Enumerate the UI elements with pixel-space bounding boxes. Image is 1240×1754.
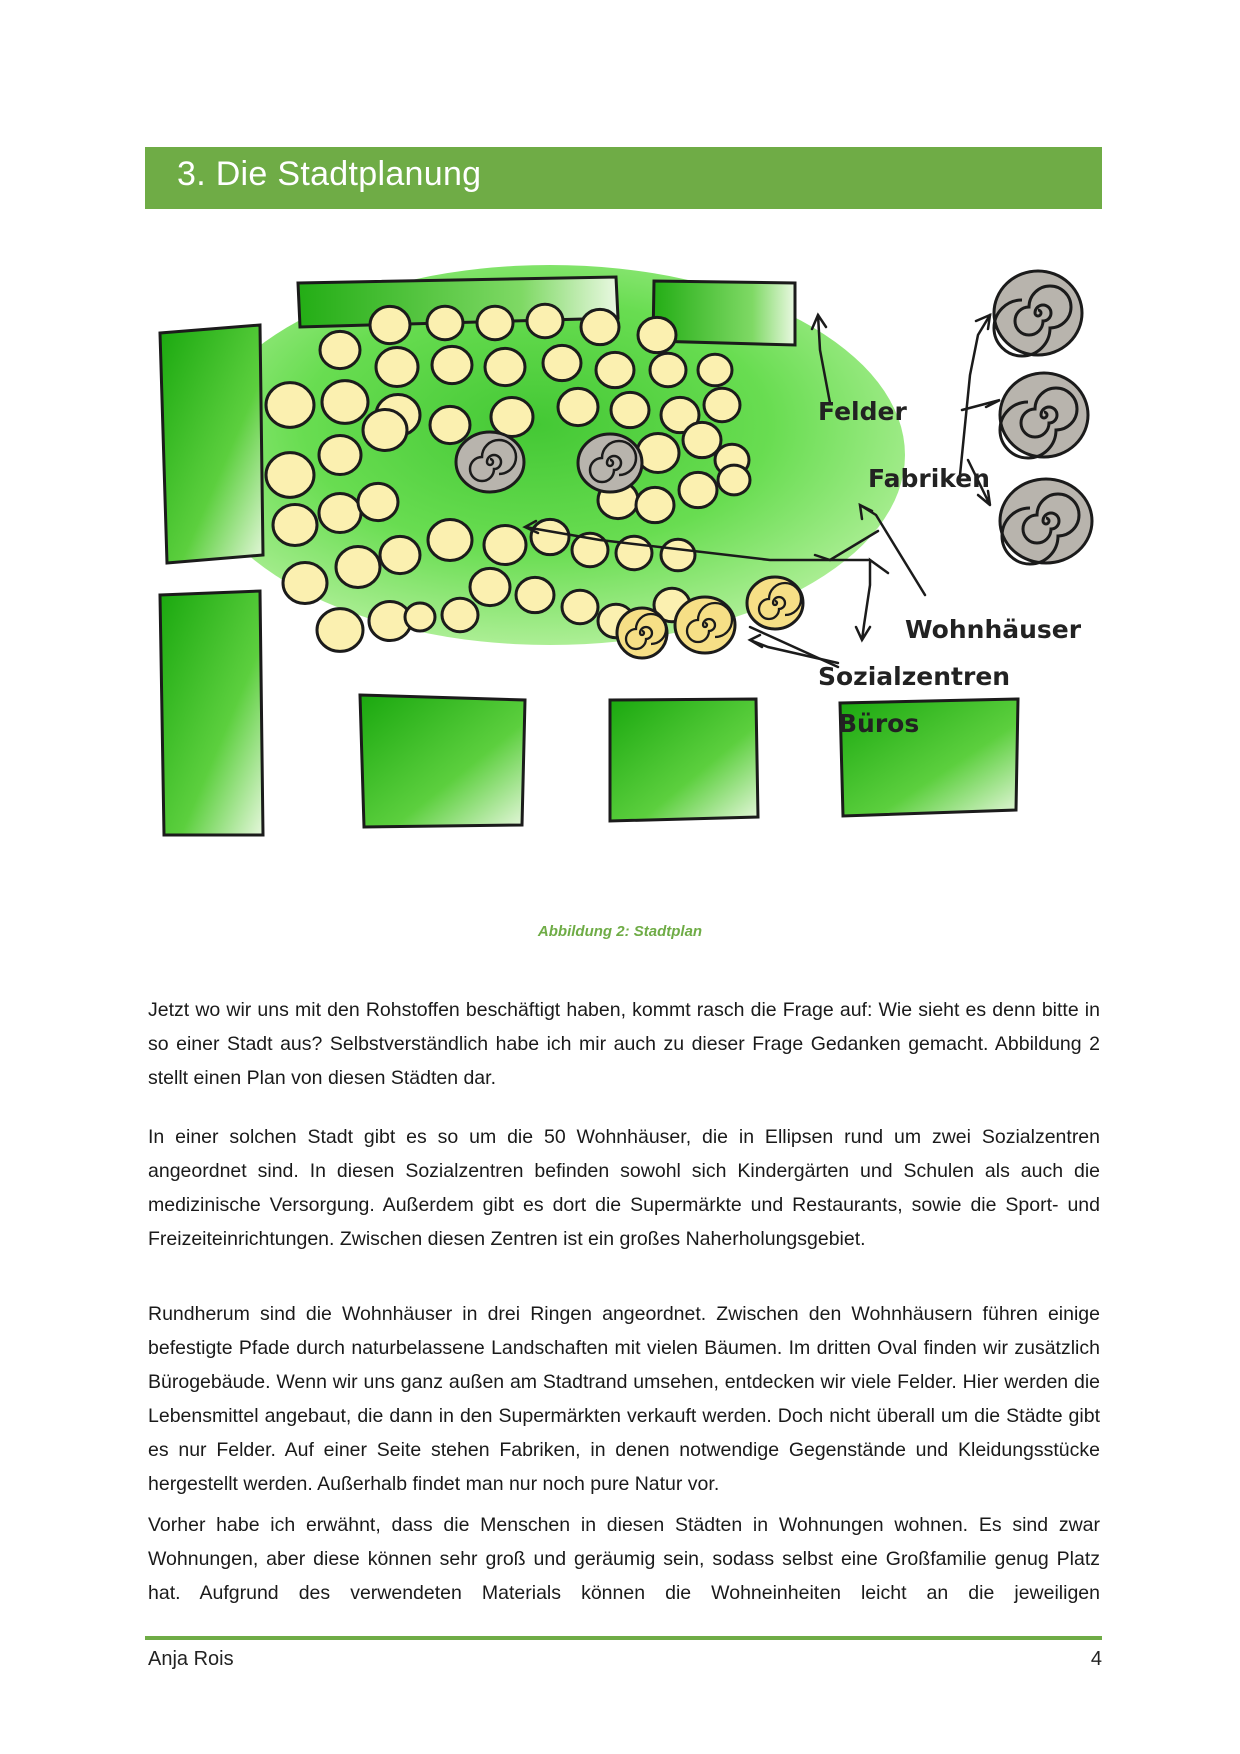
figure-caption: Abbildung 2: Stadtplan: [537, 923, 703, 940]
field: [360, 695, 525, 827]
label-fields: Felder: [818, 397, 907, 426]
house: [679, 472, 717, 507]
city-plan-figure: [150, 255, 1100, 885]
house: [516, 577, 554, 612]
footer-author: Anja Rois: [148, 1648, 234, 1670]
label-offices: Büros: [838, 709, 920, 738]
house: [581, 309, 619, 344]
field: [610, 699, 758, 821]
house: [683, 422, 721, 457]
footer-divider: [145, 1636, 1102, 1640]
paragraph-3: Rundherum sind die Wohnhäuser in drei Ringen angeordnet. Zwischen den Wohnhäusern führen einige befestigte Pfade durch naturbelassene Landschaften mit vielen Bäumen. Im dritten Oval finden wir zusätzlich Bürogebäude. Wenn wir uns ganz außen am Stadtrand umsehen, entdecken wir viele Felder. Hier werden die Lebensmittel angebaut, die dann in den Supermärkten verkauft werden. Doch nicht überall um die Städte gibt es nur Felder. Auf einer Seite stehen Fabriken, in denen notwendige Gegenstände und Kleidungsstücke hergestellt werden. Außerhalb findet man nur noch pure Natur vor.: [148, 1303, 1100, 1495]
house: [319, 435, 361, 474]
house: [370, 306, 410, 343]
house: [432, 346, 472, 383]
house: [661, 539, 695, 571]
paragraph-2: In einer solchen Stadt gibt es so um die 50 Wohnhäuser, die in Ellipsen rund um zwei Sozialzentren angeordnet sind. In diesen Sozialzentren befinden sowohl sich Kindergärten und Schulen als auch die medizinische Versorgung. Außerdem gibt es dort die Supermärkte und Restaurants, sowie die Sport- und Freizeiteinrichtungen. Zwischen diesen Zentren ist ein großes Naherholungsgebiet.: [148, 1126, 1100, 1250]
label-houses: Wohnhäuser: [905, 615, 1082, 644]
house: [527, 304, 563, 337]
label-factories: Fabriken: [868, 464, 990, 493]
house: [470, 568, 510, 605]
office: [747, 577, 803, 629]
paragraph-4: Vorher habe ich erwähnt, dass die Menschen in diesen Städten in Wohnungen wohnen. Es sind zwar Wohnungen, aber diese können sehr groß und geräumig sein, sodass selbst eine Großfamilie genug Platz hat. Aufgrund des verwendeten Materials können die Wohneinheiten leicht an die jeweiligen: [148, 1514, 1100, 1604]
house: [380, 536, 420, 573]
house: [358, 483, 398, 520]
house: [317, 609, 363, 652]
house: [376, 347, 418, 386]
house: [491, 397, 533, 436]
house: [442, 598, 478, 631]
section-title: 3. Die Stadtplanung: [177, 155, 482, 193]
factories-group: [994, 271, 1092, 564]
house: [428, 520, 472, 561]
house: [611, 392, 649, 427]
house: [477, 306, 513, 339]
office: [617, 608, 667, 658]
social-center: [578, 434, 642, 492]
section-heading-bar: [145, 147, 1102, 209]
house: [266, 383, 314, 428]
factory: [1000, 373, 1088, 458]
factory: [1000, 479, 1092, 564]
paragraph-1: Jetzt wo wir uns mit den Rohstoffen beschäftigt haben, kommt rasch die Frage auf: Wie sieht es denn bitte in so einer Stadt aus? Selbstverständlich habe ich mir auch zu dieser Frage Gedanken gemacht. Abbildung 2 stellt einen Plan von diesen Städten dar.: [148, 999, 1100, 1089]
house: [558, 388, 598, 425]
social-center: [456, 432, 524, 492]
factory: [994, 271, 1082, 356]
house: [704, 388, 740, 421]
house: [562, 590, 598, 623]
field: [160, 591, 263, 835]
house: [430, 406, 470, 443]
house: [543, 345, 581, 380]
house: [596, 352, 634, 387]
label-social-centers: Sozialzentren: [818, 662, 1011, 691]
house: [484, 525, 526, 564]
house: [650, 353, 686, 386]
house: [283, 563, 327, 604]
house: [638, 317, 676, 352]
house: [427, 306, 463, 339]
house: [636, 487, 674, 522]
office: [675, 597, 735, 653]
house: [273, 505, 317, 546]
field: [160, 325, 263, 563]
house: [698, 354, 732, 386]
page-number: 4: [1090, 1648, 1102, 1670]
house: [531, 519, 569, 554]
house: [322, 381, 368, 424]
house: [363, 410, 407, 451]
house: [320, 331, 360, 368]
house: [485, 348, 525, 385]
house: [637, 433, 679, 472]
house: [718, 465, 750, 495]
house: [405, 603, 435, 631]
house: [319, 493, 361, 532]
house: [336, 547, 380, 588]
house: [266, 453, 314, 498]
